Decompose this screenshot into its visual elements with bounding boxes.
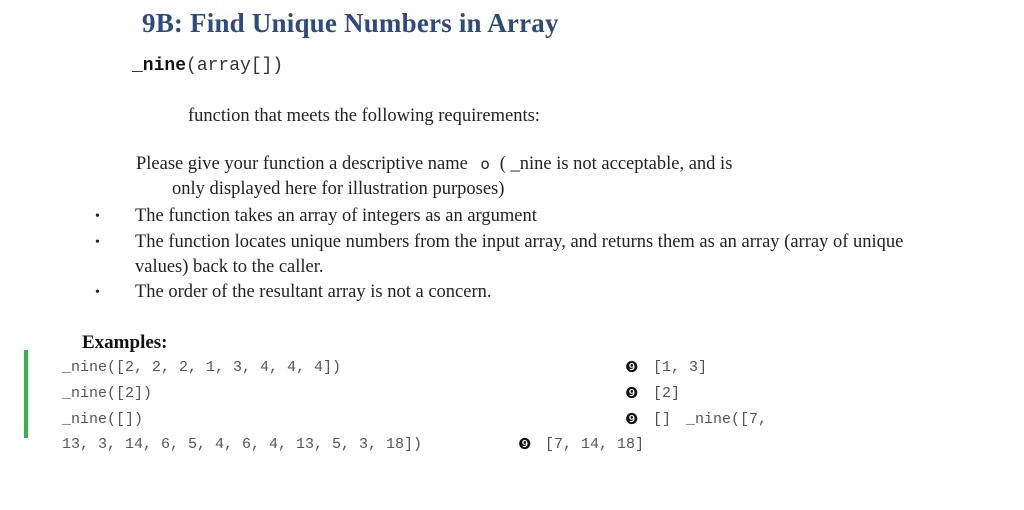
arrow-icon: ❾ bbox=[518, 435, 532, 453]
requirement-text: Please give your function a descriptive name bbox=[136, 154, 468, 174]
requirement-descriptive-name-cont: only displayed here for illustration purposes) bbox=[172, 179, 505, 199]
requirement-text-tail: ( _nine is not acceptable, and is bbox=[499, 154, 733, 174]
requirement-argument: The function takes an array of integers as an argument bbox=[135, 206, 537, 226]
requirement-order: The order of the resultant array is not a concern. bbox=[135, 282, 492, 302]
change-bar bbox=[24, 350, 28, 438]
example-call: _nine([2]) bbox=[62, 385, 153, 402]
example-call-wrapped: _nine([7, bbox=[686, 411, 768, 428]
requirement-returns-cont: values) back to the caller. bbox=[135, 257, 324, 277]
sub-bullet-marker: o bbox=[480, 155, 490, 173]
example-result: [7, 14, 18] bbox=[545, 436, 645, 453]
example-result: [] bbox=[653, 411, 672, 428]
bullet-marker: • bbox=[95, 235, 100, 250]
examples-heading: Examples: bbox=[82, 332, 168, 353]
example-call: 13, 3, 14, 6, 5, 4, 6, 4, 13, 5, 3, 18]) bbox=[62, 436, 423, 453]
arrow-icon: ❾ bbox=[625, 384, 639, 402]
page-title: 9B: Find Unique Numbers in Array bbox=[142, 8, 559, 38]
example-result: [2] bbox=[653, 385, 681, 402]
function-name: _nine bbox=[132, 56, 187, 76]
intro-text: function that meets the following requirements: bbox=[188, 106, 540, 126]
arrow-icon: ❾ bbox=[625, 410, 639, 428]
function-signature bbox=[132, 56, 283, 76]
requirement-descriptive-name bbox=[136, 154, 732, 175]
example-call: _nine([]) bbox=[62, 411, 144, 428]
bullet-marker: • bbox=[95, 209, 100, 224]
bullet-marker: • bbox=[95, 285, 100, 300]
requirement-returns: The function locates unique numbers from the input array, and returns them as an array (array of unique bbox=[135, 232, 904, 252]
function-args: (array[]) bbox=[186, 56, 284, 76]
example-call: _nine([2, 2, 2, 1, 3, 4, 4, 4]) bbox=[62, 359, 342, 376]
arrow-icon: ❾ bbox=[625, 358, 639, 376]
example-result: [1, 3] bbox=[653, 359, 708, 376]
